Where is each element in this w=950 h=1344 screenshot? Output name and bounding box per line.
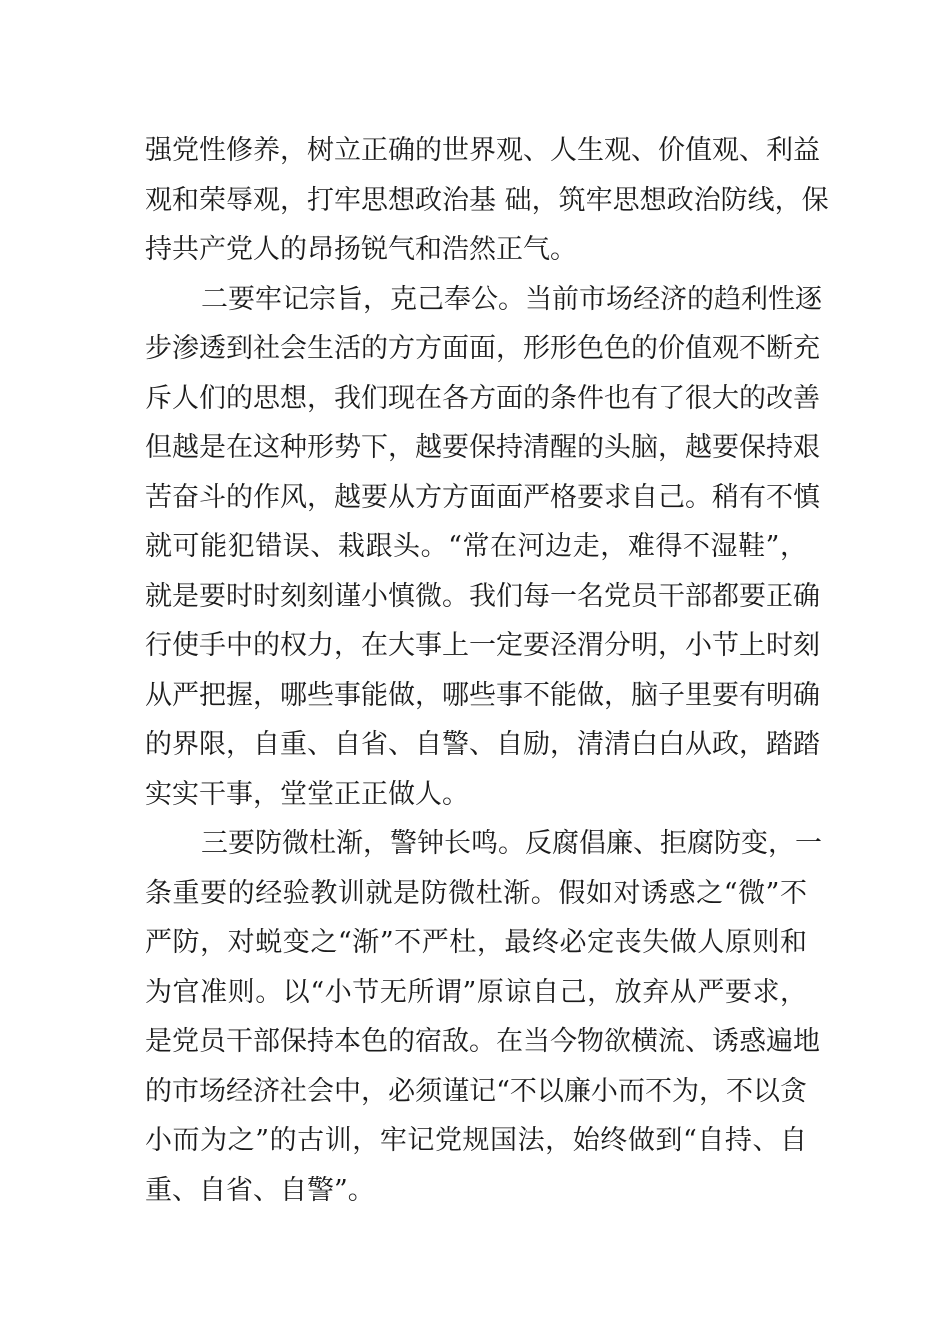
text-line: 从严把握，哪些事能做，哪些事不能做，脑子里要有明确	[145, 679, 820, 711]
text-line: 条重要的经验教训就是防微杜渐。假如对诱惑之“微”不	[145, 877, 807, 909]
text-line: 是党员干部保持本色的宿敌。在当今物欲横流、诱惑遍地	[145, 1026, 820, 1057]
paragraph-3	[145, 819, 822, 1215]
text-line: 小而为之”的古训，牢记党规国法，始终做到“自持、自	[145, 1125, 807, 1156]
text-line: 就是要时时刻刻谨小慎微。我们每一名党员干部都要正确	[145, 580, 820, 612]
text-line: 二要牢记宗旨，克己奉公。当前市场经济的趋利性逐	[201, 283, 822, 315]
text-line: 斥人们的思想，我们现在各方面的条件也有了很大的改善	[145, 382, 820, 414]
text-line: 行使手中的权力，在大事上一定要泾渭分明，小节上时刻	[145, 630, 820, 661]
paragraph-1	[145, 126, 829, 275]
text-line: 重、自省、自警”。	[145, 1174, 375, 1206]
text-line: 的市场经济社会中，必须谨记“不以廉小而不为，不以贪	[145, 1075, 807, 1107]
text-line: 实实干事，堂堂正正做人。	[145, 778, 469, 810]
text-line: 就可能犯错误、栽跟头。“常在河边走，难得不湿鞋”，	[145, 531, 807, 562]
text-line: 持共产党人的昂扬锐气和浩然正气。	[145, 234, 577, 265]
text-line: 苦奋斗的作风，越要从方方面面严格要求自己。稍有不慎	[145, 481, 820, 513]
text-line: 观和荣辱观，打牢思想政治基 础，筑牢思想政治防线，保	[145, 184, 829, 216]
body-text	[145, 126, 829, 1215]
text-line: 但越是在这种形势下，越要保持清醒的头脑，越要保持艰	[145, 432, 820, 463]
text-line: 严防，对蜕变之“渐”不严杜，最终必定丧失做人原则和	[145, 927, 807, 958]
text-line: 的界限，自重、自省、自警、自励，清清白白从政，踏踏	[145, 729, 820, 760]
text-line: 三要防微杜渐，警钟长鸣。反腐倡廉、拒腐防变，一	[201, 828, 822, 859]
paragraph-2	[145, 275, 822, 820]
text-line: 强党性修养，树立正确的世界观、人生观、价值观、利益	[145, 135, 820, 166]
text-line: 步渗透到社会生活的方方面面，形形色色的价值观不断充	[145, 333, 820, 364]
text-line: 为官准则。以“小节无所谓”原谅自己，放弃从严要求，	[145, 976, 807, 1008]
